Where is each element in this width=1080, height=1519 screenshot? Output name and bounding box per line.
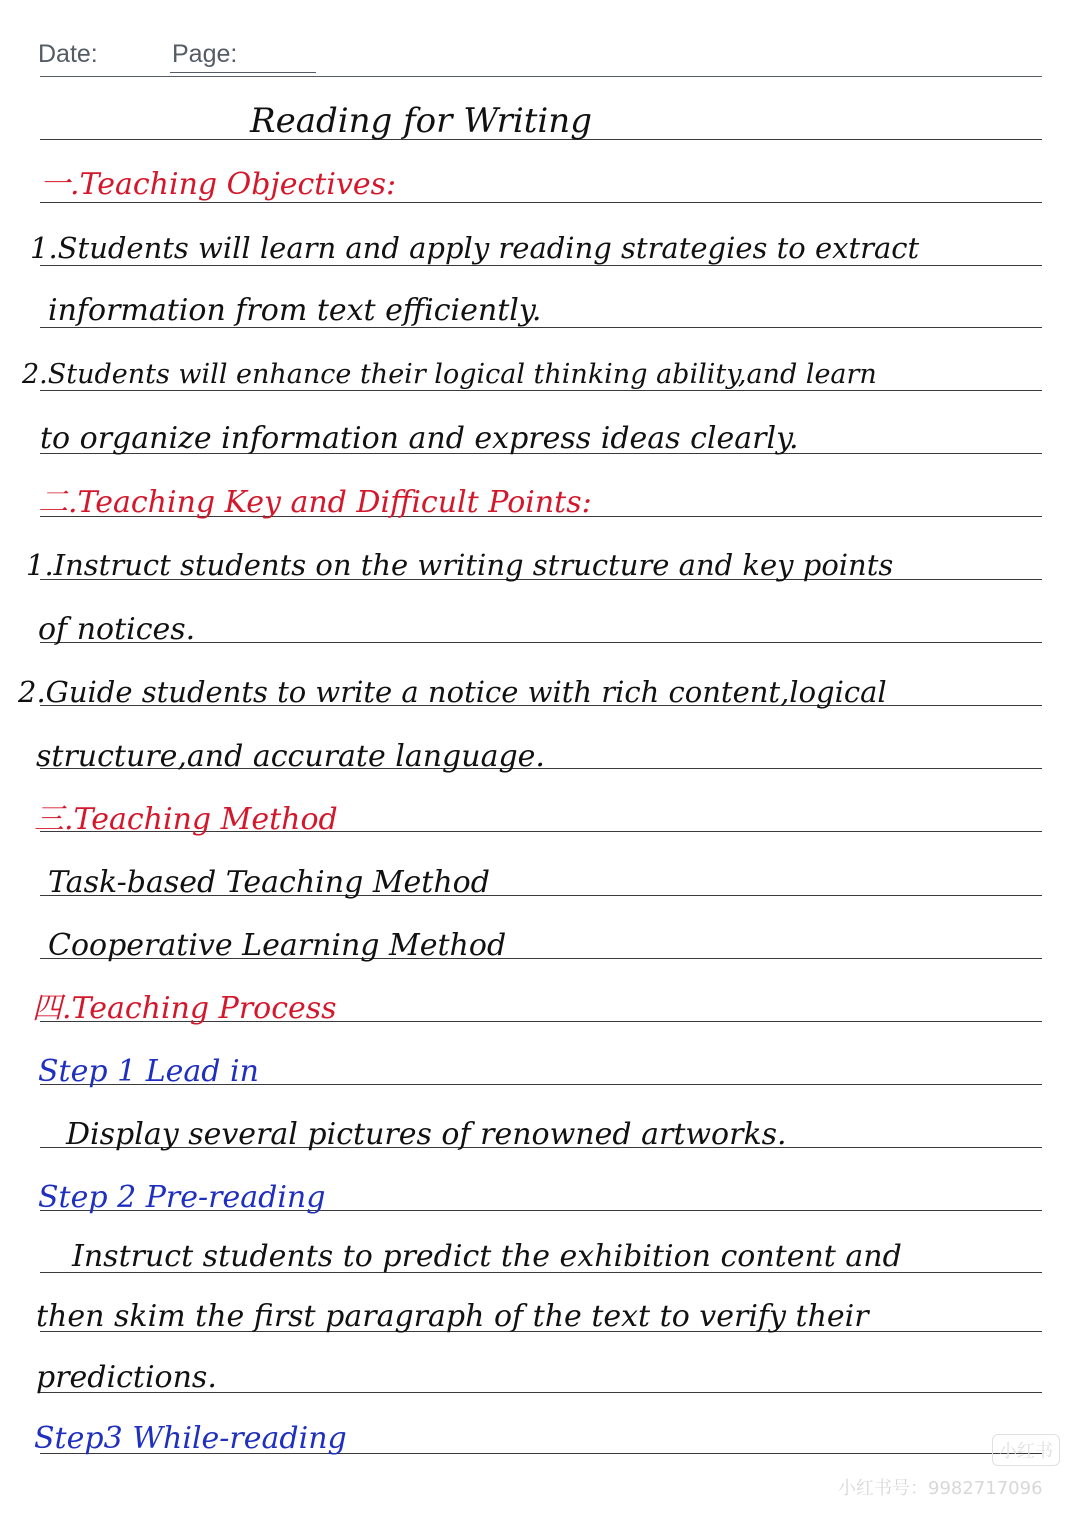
watermark-logo: 小红书 (992, 1434, 1060, 1466)
section-heading-process: 四.Teaching Process (32, 991, 337, 1026)
page-number-underline (170, 72, 316, 73)
objective-2-line-1: 2.Students will enhance their logical thinking ability,and learn (22, 359, 877, 390)
ruled-line (40, 265, 1042, 266)
page-label: Page: (172, 40, 238, 68)
key-point-1-line-1: 1.Instruct students on the writing structure and key points (26, 548, 894, 582)
key-point-2-line-2: structure,and accurate language. (36, 739, 545, 774)
section-heading-key-points: 二.Teaching Key and Difficult Points: (38, 485, 592, 520)
page-title: Reading for Writing (250, 101, 592, 141)
key-point-1-line-2: of notices. (38, 612, 196, 647)
step-1-text: Display several pictures of renowned artworks. (66, 1117, 787, 1152)
section-heading-method: 三.Teaching Method (34, 802, 338, 837)
ruled-line (40, 390, 1042, 391)
objective-2-line-2: to organize information and express ideas clearly. (40, 421, 799, 456)
step-2-text-line-2: then skim the first paragraph of the text to verify their (36, 1299, 869, 1334)
objective-1-line-2: information from text efficiently. (48, 293, 542, 328)
date-label: Date: (38, 40, 98, 68)
method-cooperative: Cooperative Learning Method (48, 928, 507, 963)
ruled-line (40, 202, 1042, 203)
key-point-2-line-1: 2.Guide students to write a notice with rich content,logical (18, 675, 887, 709)
step-1-heading: Step 1 Lead in (38, 1054, 259, 1089)
step-2-text-line-1: Instruct students to predict the exhibition content and (72, 1239, 902, 1274)
ruled-line (40, 76, 1042, 77)
section-heading-objectives: 一.Teaching Objectives: (40, 167, 397, 202)
watermark-text: 小红书号：9982717096 (838, 1478, 1043, 1499)
step-3-heading: Step3 While-reading (34, 1421, 347, 1456)
step-2-heading: Step 2 Pre-reading (38, 1180, 326, 1215)
method-task-based: Task-based Teaching Method (48, 865, 490, 900)
objective-1-line-1: 1.Students will learn and apply reading strategies to extract (30, 231, 920, 265)
step-2-text-line-3: predictions. (36, 1360, 217, 1395)
